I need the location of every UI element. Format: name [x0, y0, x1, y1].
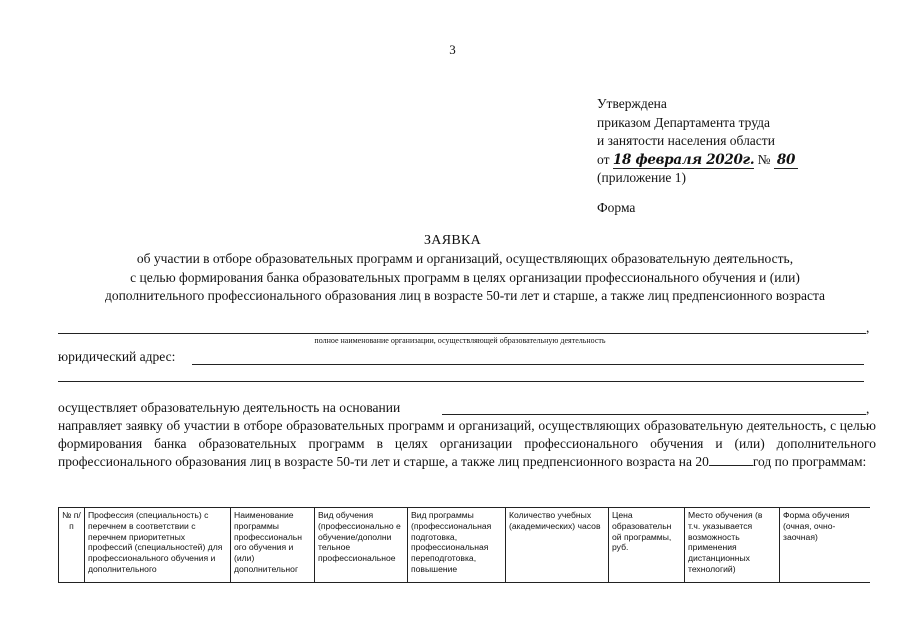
paragraph-text-end: год по программам:: [752, 454, 867, 469]
application-paragraph: [58, 417, 876, 471]
org-name-note: полное наименование организации, осуществляющей образовательную деятельность: [314, 336, 606, 345]
approval-line-5: (приложение 1): [597, 170, 687, 185]
org-name-field[interactable]: [58, 333, 866, 334]
org-name-comma: ,: [866, 320, 870, 335]
header-form: Форма обучения (очная, очно-заочная): [780, 508, 871, 583]
address-label: юридический адрес:: [58, 349, 176, 364]
basis-comma: ,: [866, 401, 870, 416]
subtitle-line-1: об участии в отборе образовательных программ и организаций, осуществляющих образовательную деятельность,: [136, 251, 794, 266]
handwritten-date: 18 февраля 2020г.: [612, 151, 755, 168]
year-field[interactable]: [709, 455, 753, 466]
header-program-name: Наименование программы профессиональн ого обучения и (или) дополнительног: [231, 508, 315, 583]
address-field-2[interactable]: [58, 381, 864, 382]
header-hours: Количество учебных (академических) часов: [506, 508, 609, 583]
header-number: № п/п: [59, 508, 85, 583]
approval-block: [597, 95, 867, 188]
table-header-row: [59, 508, 871, 583]
approval-line-3: и занятости населения области: [597, 133, 775, 148]
document-title: ЗАЯВКА: [423, 233, 482, 248]
address-field[interactable]: [192, 364, 864, 365]
document-subtitle: [40, 250, 890, 306]
approval-line-1: Утверждена: [597, 96, 667, 111]
programs-table-wrapper: [58, 507, 870, 585]
programs-table: [58, 507, 870, 583]
basis-label: осуществляет образовательную деятельность на основании: [58, 400, 401, 415]
approval-number-sign: №: [757, 151, 771, 167]
header-price: Цена образовательн ой программы, руб.: [609, 508, 685, 583]
approval-line-4: [597, 151, 867, 170]
paragraph-text: направляет заявку об участии в отборе образовательных программ и организаций, осуществляющих образовательную деятельность, с целью формирования банка образовательных программ в целях организации профессионального обучения и (или) дополнительного профессионального образования лиц в возрасте 50-ти лет и старше, а также лиц предпенсионного возраста на 20: [58, 418, 876, 469]
header-location: Место обучения (в т.ч. указывается возможность применения дистанционных технологий): [685, 508, 780, 583]
approval-date-prefix: от: [597, 151, 610, 167]
subtitle-line-3: дополнительного профессионального образования лиц в возрасте 50-ти лет и старше, а также лиц предпенсионного возраста: [104, 288, 826, 303]
form-label: Форма: [597, 200, 636, 215]
header-program-type: Вид программы (профессиональная подготовка, профессиональная переподготовка, повышение: [408, 508, 506, 583]
header-profession: Профессия (специальность) с перечнем в соответствии с перечнем приоритетных профессий (специальностей) для профессионального обучения и дополнительного: [85, 508, 231, 583]
basis-field[interactable]: [442, 414, 866, 415]
approval-line-2: приказом Департамента труда: [597, 114, 771, 130]
header-training-type: Вид обучения (профессионально е обучение/дополни тельное профессиональное: [315, 508, 408, 583]
subtitle-line-2: с целью формирования банка образовательных программ в целях организации профессионального обучения и (или): [130, 269, 800, 285]
handwritten-number: 80: [774, 152, 798, 169]
page-number: 3: [449, 42, 456, 57]
